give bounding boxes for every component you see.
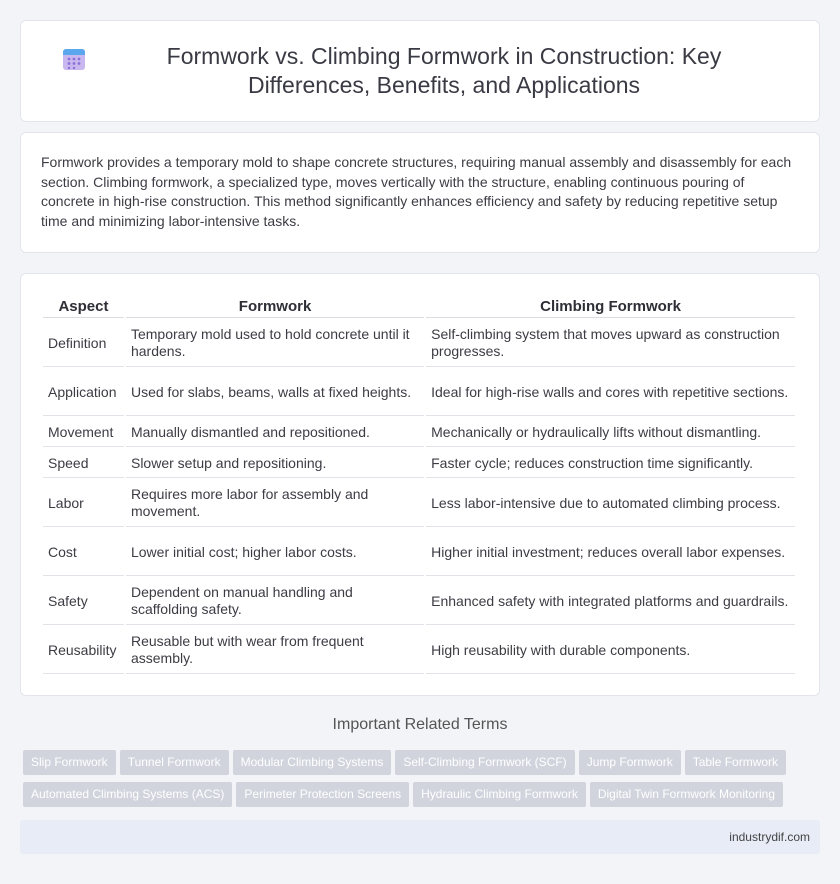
page-title: Formwork vs. Climbing Formwork in Construction: Key Differences, Benefits, and Applications (166, 43, 722, 98)
tag-tunnel-formwork[interactable]: Tunnel Formwork (120, 750, 229, 775)
table-cell: Requires more labor for assembly and movement. (126, 480, 424, 527)
tag-self-climbing-formwork[interactable]: Self-Climbing Formwork (SCF) (395, 750, 574, 775)
table-cell: High reusability with durable components. (426, 627, 795, 674)
table-cell: Self-climbing system that moves upward as construction progresses. (426, 320, 795, 367)
tag-slip-formwork[interactable]: Slip Formwork (23, 750, 116, 775)
table-cell: Lower initial cost; higher labor costs. (126, 529, 424, 576)
table-row (43, 418, 795, 447)
tag-jump-formwork[interactable]: Jump Formwork (579, 750, 681, 775)
table-cell: Enhanced safety with integrated platforms and guardrails. (426, 578, 795, 625)
table-cell: Faster cycle; reduces construction time significantly. (426, 449, 795, 478)
title-card (20, 20, 820, 122)
header-aspect: Aspect (43, 296, 124, 318)
table-cell: Reusable but with wear from frequent assembly. (126, 627, 424, 674)
table-header-row (43, 296, 795, 318)
table-cell-aspect: Speed (43, 449, 124, 478)
table-cell-aspect: Application (43, 369, 124, 416)
comparison-table (41, 294, 797, 676)
table-row (43, 480, 795, 527)
table-cell: Manually dismantled and repositioned. (126, 418, 424, 447)
tag-perimeter-protection-screens[interactable]: Perimeter Protection Screens (236, 782, 409, 807)
table-cell: Mechanically or hydraulically lifts without dismantling. (426, 418, 795, 447)
tag-hydraulic-climbing-formwork[interactable]: Hydraulic Climbing Formwork (413, 782, 586, 807)
table-cell: Ideal for high-rise walls and cores with repetitive sections. (426, 369, 795, 416)
table-cell-aspect: Reusability (43, 627, 124, 674)
table-row (43, 627, 795, 674)
tag-automated-climbing-systems[interactable]: Automated Climbing Systems (ACS) (23, 782, 232, 807)
related-terms-title: Important Related Terms (332, 716, 508, 733)
table-cell: Dependent on manual handling and scaffolding safety. (126, 578, 424, 625)
tag-table-formwork[interactable]: Table Formwork (685, 750, 786, 775)
header-climbing-formwork: Climbing Formwork (426, 296, 795, 318)
intro-paragraph: Formwork provides a temporary mold to shape concrete structures, requiring manual assembly and disassembly for each section. Climbing formwork, a specialized type, moves vertically with the structure, enabling continuous pouring of concrete in high-rise construction. This method significantly enhances efficiency and safety by reducing repetitive setup time and minimizing labor-intensive tasks. (41, 154, 792, 229)
title-wrap (21, 42, 819, 100)
table-cell: Less labor-intensive due to automated climbing process. (426, 480, 795, 527)
footer-site-link[interactable]: industrydif.com (729, 830, 810, 844)
table-cell: Temporary mold used to hold concrete until it hardens. (126, 320, 424, 367)
table-cell-aspect: Safety (43, 578, 124, 625)
tag-modular-climbing-systems[interactable]: Modular Climbing Systems (233, 750, 392, 775)
table-cell-aspect: Definition (43, 320, 124, 367)
table-cell: Higher initial investment; reduces overall labor expenses. (426, 529, 795, 576)
table-row (43, 578, 795, 625)
related-terms-tags (23, 750, 823, 814)
table-row (43, 529, 795, 576)
table-cell-aspect: Labor (43, 480, 124, 527)
table-cell: Slower setup and repositioning. (126, 449, 424, 478)
table-cell: Used for slabs, beams, walls at fixed heights. (126, 369, 424, 416)
table-cell-aspect: Movement (43, 418, 124, 447)
table-row (43, 369, 795, 416)
table-cell-aspect: Cost (43, 529, 124, 576)
intro-card (20, 132, 820, 253)
tag-digital-twin-formwork-monitoring[interactable]: Digital Twin Formwork Monitoring (590, 782, 783, 807)
footer (20, 820, 820, 854)
calendar-icon (61, 46, 87, 72)
comparison-card (20, 273, 820, 696)
table-row (43, 449, 795, 478)
table-row (43, 320, 795, 367)
header-formwork: Formwork (126, 296, 424, 318)
